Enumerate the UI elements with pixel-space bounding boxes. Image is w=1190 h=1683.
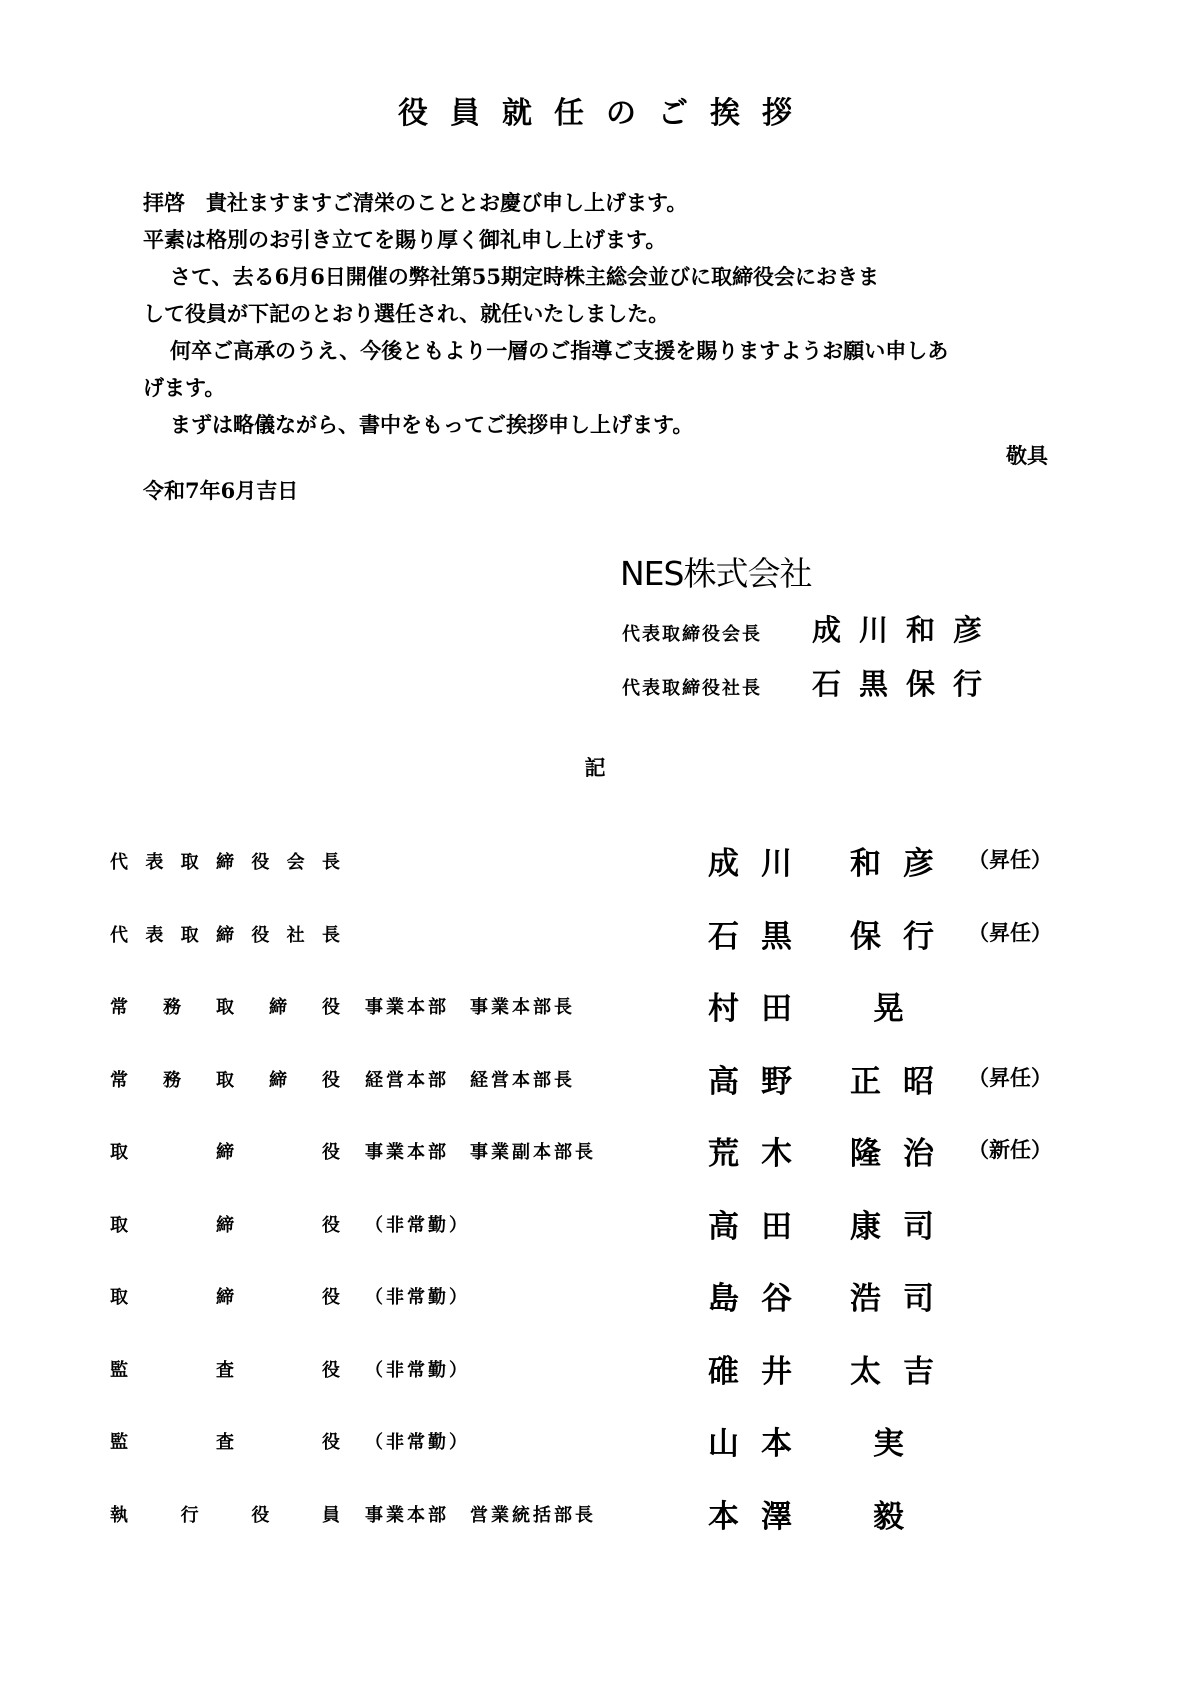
officer-given-name: 康司: [850, 1208, 956, 1245]
officer-position: 監 査 役: [110, 1432, 340, 1453]
officer-family-name: 島谷: [708, 1281, 814, 1317]
signatory-name: 成川和彦: [812, 613, 1001, 647]
officer-row: [0, 1273, 1190, 1317]
officer-position: 常 務 取 締 役: [110, 1069, 340, 1091]
company-logo: NES株式会社: [620, 554, 812, 593]
officer-given-name: 保行: [850, 918, 956, 955]
officer-department: 事業本部 営業統括部長: [365, 1504, 596, 1526]
officer-department: 事業本部 事業副本部長: [365, 1142, 596, 1163]
officer-given-name: 和彦: [850, 846, 956, 882]
signatory-title: 代表取締役会長: [622, 624, 762, 645]
ki-heading: 記: [584, 755, 606, 780]
signatory-row: [622, 608, 1000, 649]
officer-row: [0, 1056, 1190, 1100]
officer-family-name: 高野: [708, 1063, 814, 1100]
paragraph-line: 拝啓 貴社ますますご清栄のこととお慶び申し上げます。: [143, 190, 688, 215]
greeting-body: [143, 184, 1053, 443]
officer-row: [0, 838, 1190, 882]
page-title: 役員就任のご挨拶: [398, 96, 814, 131]
officer-department: （非常勤）: [365, 1287, 470, 1308]
signatory-row: [622, 662, 1000, 703]
officer-family-name: 本澤: [708, 1498, 814, 1535]
officer-position: 取 締 役: [110, 1142, 340, 1163]
officer-position: 代 表 取 締 役 会 長: [110, 852, 340, 873]
paragraph-line: 平素は格別のお引き立てを賜り厚く御礼申し上げます。: [143, 227, 667, 252]
officer-given-name: 毅: [873, 1498, 926, 1535]
officer-given-name: 正昭: [850, 1063, 956, 1100]
paragraph-line: げます。: [143, 375, 226, 400]
officer-given-name: 隆治: [850, 1136, 956, 1172]
officer-note: （昇任）: [968, 919, 1052, 945]
closing-salutation: 敬具: [1006, 443, 1048, 468]
officer-row: [0, 1128, 1190, 1172]
officer-row: [0, 1346, 1190, 1390]
officer-department: （非常勤）: [365, 1214, 470, 1236]
officer-given-name: 浩司: [850, 1281, 956, 1317]
document-date: 令和7年6月吉日: [143, 478, 299, 503]
officer-given-name: 晃: [873, 991, 926, 1027]
officer-row: [0, 1491, 1190, 1535]
officer-family-name: 山本: [708, 1426, 814, 1462]
officer-family-name: 石黒: [708, 918, 814, 955]
officer-position: 執 行 役 員: [110, 1504, 340, 1526]
officer-family-name: 碓井: [708, 1353, 814, 1390]
officer-row: [0, 1418, 1190, 1462]
officer-family-name: 荒木: [708, 1136, 814, 1172]
officer-row: [0, 911, 1190, 955]
officer-department: 経営本部 経営本部長: [365, 1069, 575, 1091]
officer-given-name: 実: [873, 1426, 926, 1462]
officer-note: （昇任）: [968, 847, 1052, 872]
officer-family-name: 高田: [708, 1208, 814, 1245]
officer-position: 代 表 取 締 役 社 長: [110, 924, 340, 946]
paragraph-line: 何卒ご高承のうえ、今後ともより一層のご指導ご支援を賜りますようお願い申しあ: [170, 338, 949, 363]
officer-department: （非常勤）: [365, 1359, 470, 1381]
signatory-title: 代表取締役社長: [622, 678, 762, 699]
officer-row: [0, 983, 1190, 1027]
paragraph-line: まずは略儀ながら、書中をもってご挨拶申し上げます。: [170, 412, 694, 437]
officer-department: （非常勤）: [365, 1432, 470, 1453]
signatory-name: 石黒保行: [812, 667, 1001, 701]
officer-family-name: 村田: [708, 991, 814, 1027]
officer-row: [0, 1201, 1190, 1245]
officer-position: 監 査 役: [110, 1359, 340, 1381]
paragraph-line: して役員が下記のとおり選任され、就任いたしました。: [143, 301, 670, 326]
officer-note: （新任）: [968, 1137, 1052, 1162]
officer-family-name: 成川: [708, 846, 814, 882]
paragraph-line: さて、去る6月6日開催の弊社第55期定時株主総会並びに取締役会におきま: [170, 264, 880, 289]
officer-position: 常 務 取 締 役: [110, 997, 340, 1018]
officer-given-name: 太吉: [850, 1353, 956, 1390]
officer-department: 事業本部 事業本部長: [365, 997, 575, 1018]
officer-note: （昇任）: [968, 1064, 1052, 1090]
officer-position: 取 締 役: [110, 1287, 340, 1308]
officer-position: 取 締 役: [110, 1214, 340, 1236]
